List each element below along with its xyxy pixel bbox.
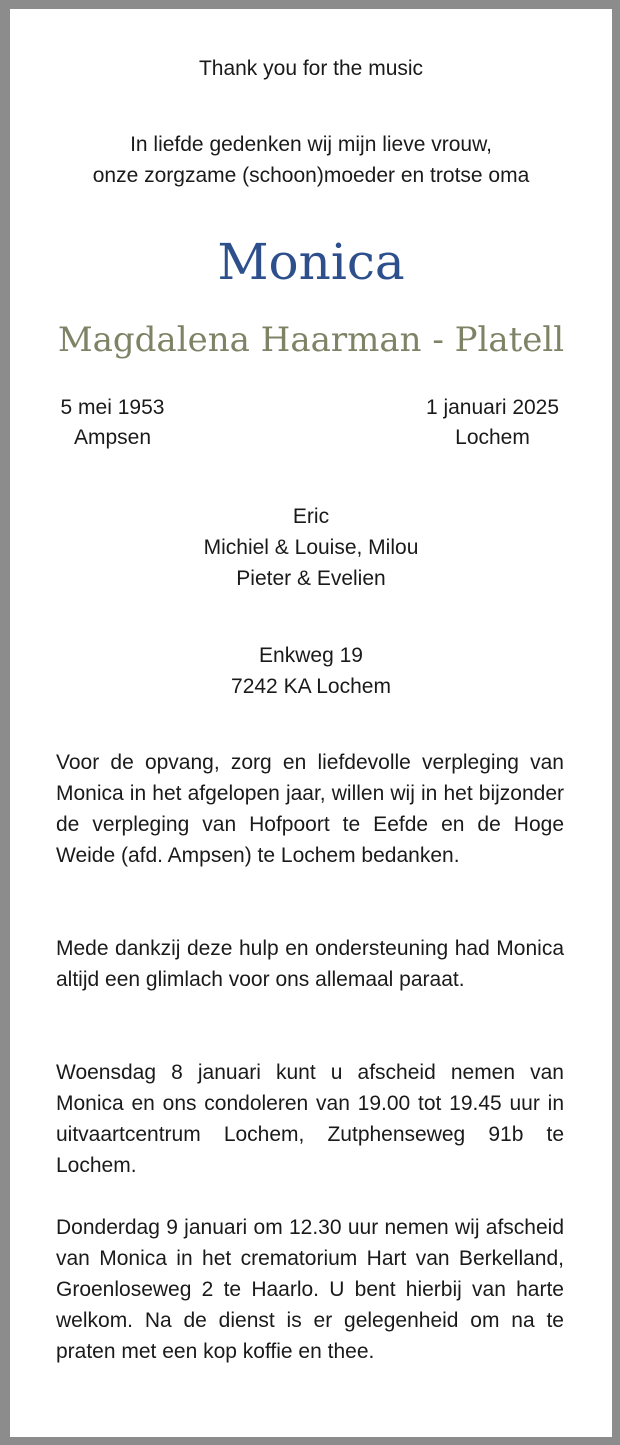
birth-place: Ampsen — [73, 426, 152, 449]
birth-date: 5 mei 1953 — [60, 396, 165, 419]
condolence-paragraph: Woensdag 8 januari kunt u afscheid nemen van Monica en ons condoleren van 19.00 tot 19.45 uur in uitvaartcentrum Lochem, Zutphenseweg 91b te Lochem. — [56, 1061, 564, 1177]
family-member: Eric — [292, 505, 330, 528]
birth-info — [40, 393, 185, 453]
full-name: Magdalena Haarman - Platell — [57, 320, 565, 360]
family-member: Pieter & Evelien — [236, 567, 386, 590]
address-street: Enkweg 19 — [259, 644, 363, 667]
family-list — [10, 501, 612, 594]
farewell-paragraph: Donderdag 9 januari om 12.30 uur nemen wij afscheid van Monica in het crematorium Hart van Berkelland, Groenloseweg 2 te Haarlo. U bent hierbij van harte welkom. Na de dienst is er gelegenheid om na te praten met een kop koffie en thee. — [56, 1216, 564, 1363]
intro-line: In liefde gedenken wij mijn lieve vrouw, — [130, 133, 492, 156]
intro-text — [10, 129, 612, 191]
address-city: 7242 KA Lochem — [231, 675, 391, 698]
thanks-paragraph: Voor de opvang, zorg en liefdevolle verpleging van Monica in het afgelopen jaar, willen wij in het bijzonder de verpleging van Hofpoort te Eefde en de Hoge Weide (afd. Ampsen) te Lochem bedanken. — [56, 751, 564, 867]
first-name: Monica — [217, 233, 405, 291]
family-member: Michiel & Louise, Milou — [203, 536, 419, 559]
death-date: 1 januari 2025 — [425, 396, 560, 419]
death-place: Lochem — [455, 426, 530, 449]
support-paragraph: Mede dankzij deze hulp en ondersteuning had Monica altijd een glimlach voor ons allemaal paraat. — [56, 937, 564, 991]
obituary-card — [10, 9, 612, 1437]
intro-line: onze zorgzame (schoon)moeder en trotse oma — [92, 164, 530, 187]
address — [10, 640, 612, 702]
death-info — [410, 393, 575, 453]
motto: Thank you for the music — [198, 57, 424, 80]
